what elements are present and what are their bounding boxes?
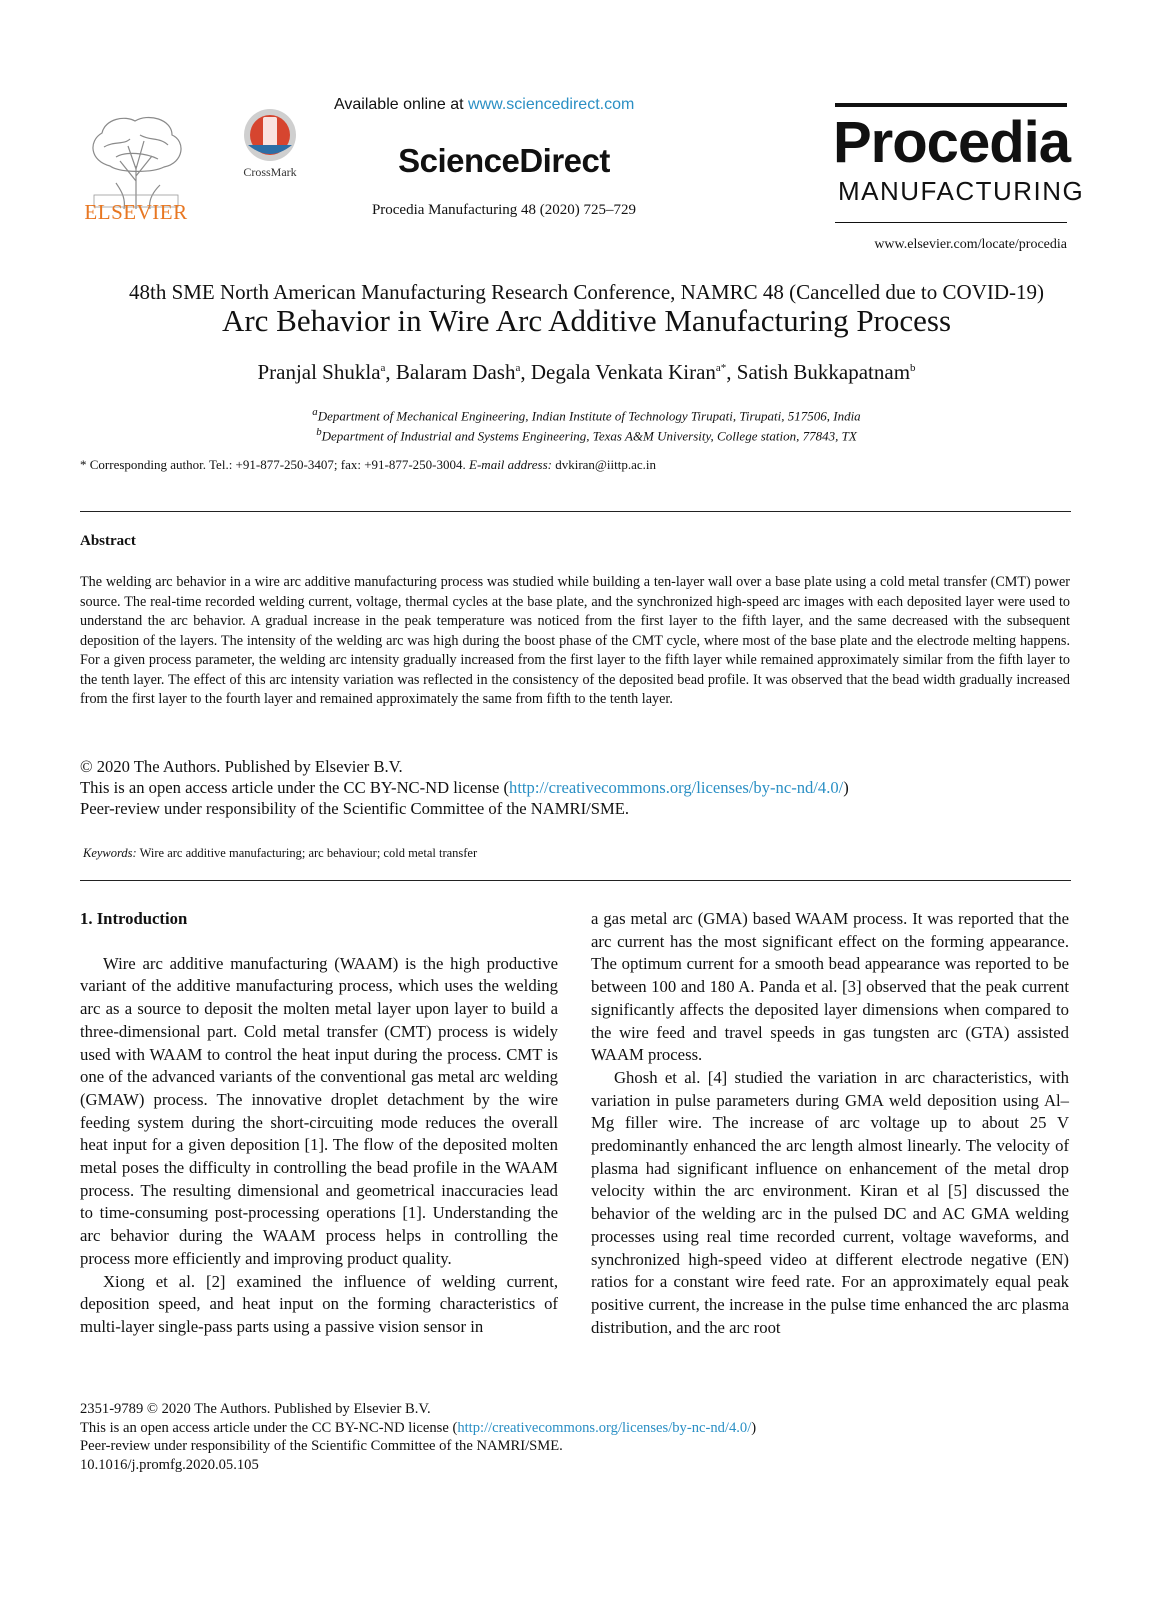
author-name: Pranjal Shukla	[257, 360, 381, 384]
author-affiliation-marker: b	[910, 362, 916, 374]
affiliation-a-text: Department of Mechanical Engineering, Indian Institute of Technology Tirupati, Tirupati, 517506, India	[317, 408, 861, 424]
copyright-block	[80, 756, 1070, 819]
footer-license-link[interactable]: http://creativecommons.org/licenses/by-nc-nd/4.0/	[457, 1419, 752, 1436]
footer-license-text: This is an open access article under the CC BY-NC-ND license (	[80, 1419, 458, 1436]
author-affiliation-marker: a	[380, 362, 386, 374]
author-name: Satish Bukkapatnam	[736, 360, 911, 384]
peer-review-line: Peer-review under responsibility of the Scientific Committee of the NAMRI/SME.	[80, 799, 629, 818]
footer-license-close: )	[751, 1419, 757, 1436]
author-affiliation-marker: a	[515, 362, 521, 374]
corresponding-author-contact: * Corresponding author. Tel.: +91-877-250-3407; fax: +91-877-250-3004.	[80, 457, 470, 472]
abstract-text: The welding arc behavior in a wire arc additive manufacturing process was studied while building a ten-layer wall over a base plate using a cold metal transfer (CMT) power source. The real-time recorded welding current, voltage, thermal cycles at the base plate, and the synchronized high-speed arc images with each deposited layer were used to understand the arc behavior. A gradual increase in the peak temperature was noticed from the first layer to the fifth layer, and the same decreased with the subsequent deposition of the layers. The intensity of the welding arc was high during the boost phase of the CMT cycle, where most of the base plate and the electrode melting happens. For a given process parameter, the welding arc intensity gradually increased from the first layer to the fifth layer while remained approximately similar from the fifth layer to the tenth layer. The effect of this arc intensity variation was reflected in the consistency of the deposited bead profile. It was observed that the bead width gradually increased from the first layer to the fourth layer and remained approximately the same from fifth to the tenth layer.	[80, 574, 1070, 707]
sciencedirect-wordmark: ScienceDirect	[398, 142, 610, 179]
license-line	[80, 777, 1070, 798]
affiliation-a	[0, 406, 1173, 424]
email-label: E-mail address:	[469, 457, 552, 472]
author-list	[0, 360, 1173, 385]
author-name: Balaram Dash	[395, 360, 516, 384]
keywords-label: Keywords:	[83, 846, 137, 860]
body-paragraph: Ghosh et al. [4] studied the variation in arc characteristics, with variation in pulse parameters during GMA weld deposition using Al–Mg filler wire. The increase of arc voltage up to about 25 V predominantly enhanced the arc length almost linearly. The velocity of plasma had significant influence on enhancement of the metal drop velocity within the arc environment. Kiran et al [5] discussed the behavior of the welding arc in the pulsed DC and AC GMA welding processes using real time recorded current, voltage waveforms, and synchronized high-speed video at different electrode negative (EN) ratios for a constant wire feed rate. For an approximately equal peak positive current, the increase in the pulse time enhanced the arc plasma distribution, and the arc root	[591, 1067, 1069, 1337]
email-address[interactable]: dvkiran@iittp.ac.in	[551, 457, 657, 472]
issn-line: 2351-9789 © 2020 The Authors. Published by Elsevier B.V.	[80, 1401, 431, 1417]
affiliation-a-marker: a	[312, 406, 318, 418]
divider-top	[80, 511, 1071, 512]
footer-peer-review: Peer-review under responsibility of the Scientific Committee of the NAMRI/SME.	[80, 1438, 563, 1454]
journal-reference: Procedia Manufacturing 48 (2020) 725–729	[371, 202, 637, 218]
author-separator: ,	[385, 360, 396, 384]
license-close: )	[843, 778, 849, 797]
sciencedirect-link[interactable]: www.sciencedirect.com	[468, 96, 635, 113]
journal-logo-title: Procedia	[833, 110, 1070, 175]
author-separator: ,	[726, 360, 737, 384]
body-column-left	[80, 908, 558, 1339]
divider-bottom	[80, 880, 1071, 881]
license-text: This is an open access article under the CC BY-NC-ND license (	[80, 778, 510, 797]
crossmark-label: CrossMark	[243, 165, 297, 179]
journal-homepage-link[interactable]: www.elsevier.com/locate/procedia	[874, 237, 1067, 252]
author-affiliation-marker: a*	[715, 362, 727, 374]
body-paragraph: Wire arc additive manufacturing (WAAM) is the high productive variant of the additive manufacturing process, which uses the welding arc as a source to deposit the molten metal layer upon layer to build a three-dimensional part. Cold metal transfer (CMT) process is widely used with WAAM to control the heat input during the process. CMT is one of the advanced variants of the conventional gas metal arc welding (GMAW) process. The innovative droplet detachment by the wire feeding system during the short-circuiting mode reduces the overall heat input for a given deposition [1]. The flow of the deposited molten metal poses the difficulty in controlling the bead profile in the WAAM process. The resulting dimensional and geometrical inaccuracies lead to time-consuming post-processing operations [1]. Understanding the arc behavior during the WAAM process helps in controlling the process more efficiently and improving product quality.	[80, 953, 558, 1268]
page-footer	[80, 1400, 1070, 1474]
abstract-heading: Abstract	[80, 533, 136, 549]
doi[interactable]: 10.1016/j.promfg.2020.05.105	[80, 1456, 259, 1473]
affiliation-b-marker: b	[316, 426, 322, 438]
license-link[interactable]: http://creativecommons.org/licenses/by-nc-nd/4.0/	[509, 778, 844, 797]
author-separator: ,	[520, 360, 531, 384]
corresponding-author-note	[80, 457, 656, 473]
available-online-text: Available online at	[334, 96, 469, 113]
body-paragraph: Xiong et al. [2] examined the influence of welding current, deposition speed, and heat input on the forming characteristics of multi-layer single-pass parts using a passive vision sensor in	[80, 1271, 558, 1336]
keywords-line	[83, 846, 477, 861]
journal-logo-subtitle: MANUFACTURING	[838, 176, 1085, 206]
keywords-text: Wire arc additive manufacturing; arc behaviour; cold metal transfer	[136, 846, 478, 860]
author-name: Degala Venkata Kiran	[530, 360, 716, 384]
copyright-line: © 2020 The Authors. Published by Elsevier B.V.	[80, 757, 403, 776]
body-paragraph: a gas metal arc (GMA) based WAAM process. It was reported that the arc current has the most significant effect on the forming appearance. The optimum current for a smooth bead appearance was reported to be between 100 and 180 A. Panda et al. [3] observed that the peak current significantly affects the deposited layer dimensions when compared to the wire feed and travel speeds in gas tungsten arc (GTA) assisted WAAM process.	[591, 909, 1069, 1065]
article-title: Arc Behavior in Wire Arc Additive Manufacturing Process	[221, 303, 952, 338]
conference-name: 48th SME North American Manufacturing Research Conference, NAMRC 48 (Cancelled due to COVID-19)	[128, 280, 1045, 304]
available-online-line	[334, 96, 634, 114]
affiliation-b-text: Department of Industrial and Systems Engineering, Texas A&M University, College station, 77843, TX	[321, 428, 857, 444]
body-column-right	[591, 908, 1069, 1339]
journal-logo-bottom-rule	[835, 222, 1067, 223]
elsevier-wordmark: ELSEVIER	[84, 200, 188, 224]
affiliation-b	[0, 426, 1173, 444]
journal-logo-top-rule	[835, 103, 1067, 107]
footer-license-line	[80, 1419, 1070, 1438]
section-heading: 1. Introduction	[80, 909, 188, 928]
